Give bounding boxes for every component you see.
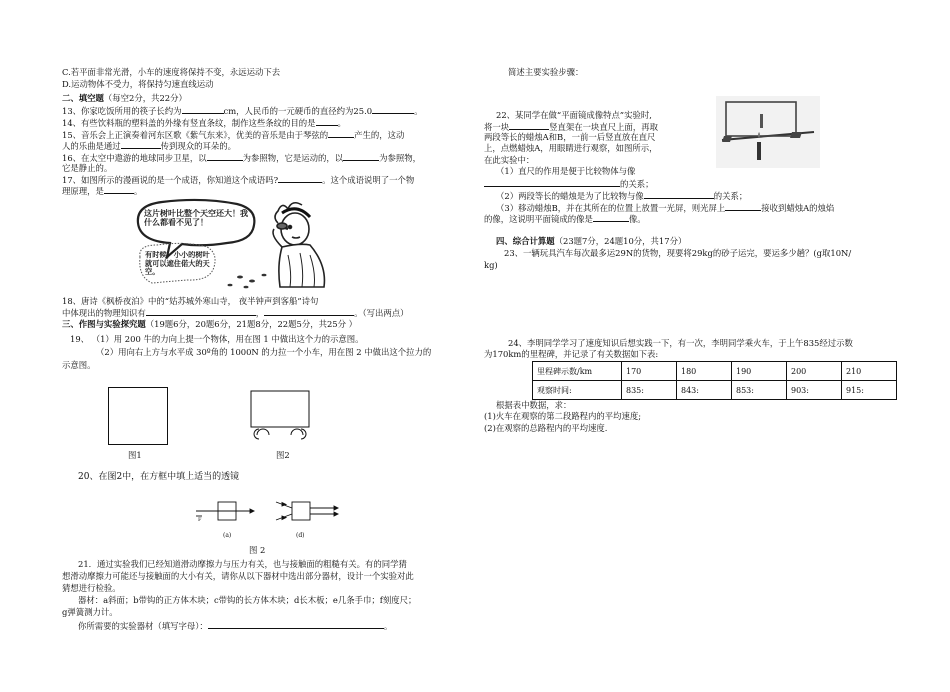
table-cell: 200	[787, 362, 842, 381]
candle-b	[760, 114, 763, 128]
speech-bubble-1-text: 这片树叶比整个天空还大！我什么都看不见了！	[144, 209, 248, 227]
lens-a-label: (a)	[223, 532, 232, 539]
q22-blank-4[interactable]	[725, 202, 761, 211]
q15-text-d: 传到现众的耳朵的。	[160, 141, 236, 151]
table-cell: 843:	[677, 381, 732, 400]
q18-text-c: ，	[255, 308, 265, 318]
question-18-line-2	[62, 307, 409, 318]
q15-blank-1[interactable]	[328, 129, 354, 138]
q22-blank-5[interactable]	[593, 213, 629, 222]
q22-text-h: 的关系；	[620, 179, 654, 189]
q14-text-a: 14、有些饮料瓶的塑料盖的外缘有竖直条纹，制作这些条纹的目的是	[62, 118, 316, 128]
q16-blank-1[interactable]	[207, 152, 243, 161]
ground-leaves	[228, 274, 267, 289]
question-18-line-1: 18、唐诗《枫桥夜泊》中的“姑苏城外寒山寺， 夜半钟声到客船”诗句	[62, 296, 319, 306]
q22-text-n: 像。	[628, 214, 646, 224]
q18-blank-2[interactable]	[264, 307, 354, 316]
question-22-line-7	[484, 178, 654, 189]
question-23-line-2: kg)	[484, 260, 498, 270]
lens-diagram-a	[196, 502, 254, 520]
q22-text-b: 将一块	[484, 122, 510, 132]
section-4-score: （23题7分，24题10分，共17分）	[554, 236, 687, 246]
speech-bubble-2-text: 有时候，小小的树叶就可以遮住偌大的天空。	[145, 251, 210, 276]
question-24-part-2: (2)在观察的总路程内的平均速度.	[484, 423, 608, 433]
lens-f-label: F	[198, 517, 202, 523]
question-19-line-3: 示意图。	[62, 360, 96, 370]
section-3-heading	[62, 319, 357, 329]
q15-text-a: 15、音乐会上正演奏着河东区歌《紫气东来》，优美的音乐是由于琴弦的	[62, 130, 329, 140]
question-15-line-1	[62, 129, 404, 140]
table-cell: 915:	[842, 381, 897, 400]
q22-blank-1[interactable]	[509, 121, 549, 130]
section-3-title: 三、作图与实验探究题	[62, 319, 146, 329]
table-cell: 170	[622, 362, 677, 381]
section-2-score: （每空2分，共22分）	[103, 93, 187, 103]
q15-text-b: 产生的，这动	[354, 130, 405, 140]
section-4-heading	[496, 236, 686, 246]
observation-table	[532, 361, 897, 400]
cartoon-illustration	[132, 195, 337, 293]
table-row	[533, 362, 897, 381]
question-22-line-2	[484, 121, 658, 132]
section-4-title: 四、综合计算题	[496, 236, 555, 246]
figure-2-cart	[248, 389, 314, 445]
question-24-line-2: 为170km的里程碑，并记录了有关数据如下表:	[484, 349, 659, 359]
q17-blank-2[interactable]	[104, 185, 134, 194]
question-22-line-3: 两段等长的蜡烛A和B，一前一后竖直放在直尺	[484, 132, 656, 142]
lens-diagrams	[194, 496, 340, 540]
question-22-line-8	[496, 190, 747, 201]
q16-text-a: 16、在太空中遨游的地球同步卫星，以	[62, 153, 207, 163]
q16-text-b: 为参照物，它是运动的，以	[242, 153, 344, 163]
table-cell: 853:	[732, 381, 787, 400]
mirror-experiment-image	[716, 96, 820, 168]
q13-blank-2[interactable]	[372, 105, 414, 114]
q17-text-c: 理原理，是	[62, 186, 104, 196]
q17-text-d: 。	[133, 186, 143, 196]
q22-text-k: （3）移动蜡烛B，并在其所在的位置上放置一光屏，则光屏上	[496, 203, 726, 213]
question-21-line-1: 21．通过实验我们已经知道滑动摩擦力与压力有关，也与接触面的粗糙有关。有的同学猜	[78, 559, 407, 569]
question-21-line-3: 猜想进行检验。	[62, 583, 121, 593]
candle-a	[757, 142, 761, 160]
figure-1-label: 图1	[128, 450, 142, 460]
q22-blank-2[interactable]	[484, 178, 620, 187]
figure-2-caption: 图 2	[249, 545, 266, 555]
figure-1-box	[108, 387, 168, 445]
question-24-line-1: 24、李明同学学习了速度知识后想实践一下，有一次，李明同学乘火车，于上午835经过示数	[508, 338, 853, 348]
q13-text-c: 。	[414, 106, 423, 116]
table-row-header: 里程碑示数/km	[533, 362, 622, 381]
q14-blank[interactable]	[316, 117, 338, 126]
question-19-line-1: 19、 （1）用 200 牛的力向上提一个物体，用在图 1 中做出这个力的示意图。	[70, 334, 364, 344]
q16-blank-2[interactable]	[343, 152, 379, 161]
question-16-line-2: 它是静止的。	[62, 163, 113, 173]
table-cell: 180	[677, 362, 732, 381]
q21-text-f: 你所需要的实验器材（填写字母）：	[78, 621, 208, 631]
q18-blank-1[interactable]	[146, 307, 256, 316]
q14-text-b: 。	[337, 118, 346, 128]
option-d: D.运动物体不受力，将保持匀速直线运动	[62, 79, 214, 89]
table-cell: 835:	[622, 381, 677, 400]
question-24-prompt: 根据表中数据，求：	[496, 400, 572, 410]
q15-blank-2[interactable]	[121, 140, 161, 149]
question-15-line-2	[62, 140, 236, 151]
question-20: 20、在图2中，在方框中填上适当的透镜	[78, 472, 240, 482]
q22-text-c: 竖直架在一块直尺上面，再取	[549, 122, 658, 132]
question-21-line-2: 想滑动摩擦力可能还与接触面的大小有关，请你从以下器材中选出部分器材，设计一个实验对此	[62, 571, 414, 581]
experiment-steps-label: 简述主要实验步骤：	[508, 67, 584, 77]
q21-text-g: 。	[383, 621, 393, 631]
question-17-line-1	[62, 174, 414, 185]
table-cell: 210	[842, 362, 897, 381]
q18-text-d: 。（写出两点）	[354, 308, 409, 318]
option-c: C.若平面非常光滑，小车的速度将保持不变，永远运动下去	[62, 67, 281, 77]
table-row	[533, 381, 897, 400]
question-17-line-2	[62, 185, 142, 196]
figure-2-label: 图2	[276, 450, 290, 460]
q22-text-l: 接收到蜡烛A的烛焰	[761, 203, 835, 213]
table-cell: 190	[732, 362, 787, 381]
table-row-header: 观察时间:	[533, 381, 622, 400]
table-cell: 903:	[787, 381, 842, 400]
question-22-line-5: 在此实验中：	[484, 155, 535, 165]
lens-diagram-d	[276, 502, 338, 520]
section-2-title: 二、填空题	[62, 93, 104, 103]
question-23-line-1: 23、一辆玩具汽车每次最多运29N的货物，现要将29kg的砂子运完，要运多少趟？(g取10N/	[504, 248, 852, 258]
question-24-part-1: (1)火车在观察的第二段路程内的平均速度;	[484, 411, 642, 421]
q13-blank-1[interactable]	[182, 105, 224, 114]
cart-wheel-right	[291, 429, 303, 435]
q22-text-m: 的像，这说明平面镜成的像是	[484, 214, 593, 224]
cart-wheel-left	[257, 429, 269, 435]
q17-text-b: 。这个成语说明了一个物	[322, 175, 415, 185]
lens-d-label: (d)	[296, 532, 305, 539]
person-figure	[273, 203, 324, 287]
cart-body	[251, 391, 309, 427]
q16-text-c: 为参照物，	[379, 153, 422, 163]
q18-text-b: 中体现出的物理知识有	[62, 308, 146, 318]
question-22-line-1: 22、某同学在做“平面镜成像特点”实验时,	[496, 110, 652, 120]
question-13	[62, 105, 422, 116]
q21-blank[interactable]	[208, 620, 384, 629]
question-22-line-9	[496, 202, 834, 213]
question-16-line-1	[62, 152, 421, 163]
q22-blank-3[interactable]	[644, 190, 714, 199]
question-21-line-4: 器材：a斜面；b带钩的正方体木块；c带钩的长方体木块；d长木板；e几条手巾；f刻度尺；	[78, 595, 417, 605]
q15-text-c: 人的乐曲是通过	[62, 141, 121, 151]
section-3-score: （19题6分，20题6分，21题8分，22题5分，共25分 ）	[145, 319, 358, 329]
q13-text-a: 13、你家吃饭所用的筷子长约为	[62, 106, 182, 116]
question-22-line-6: （1）直尺的作用是便于比较物体与像	[496, 166, 636, 176]
question-21-line-5: g弹簧测力计。	[62, 607, 118, 617]
section-2-heading	[62, 93, 187, 103]
question-19-line-2: （2）用向右上方与水平成 30º角的 1000N 的力拉一个小车，用在图 2 中做出这个拉力的	[96, 347, 432, 357]
question-21-line-6	[78, 620, 392, 631]
question-14	[62, 117, 346, 128]
q17-blank-1[interactable]	[278, 174, 322, 183]
q22-text-i: （2）两段等长的蜡烛是为了比较物与像	[496, 191, 644, 201]
question-22-line-4: 上，点燃蜡烛A，用眼睛进行观察，如图所示，	[484, 143, 658, 153]
q17-text-a: 17、如图所示的漫画说的是一个成语，你知道这个成语吗?	[62, 175, 279, 185]
question-22-line-10	[484, 213, 646, 224]
q13-text-b: cm，人民币的一元硬币的直径约为25.0	[223, 106, 373, 116]
q22-text-j: 的关系；	[713, 191, 748, 201]
